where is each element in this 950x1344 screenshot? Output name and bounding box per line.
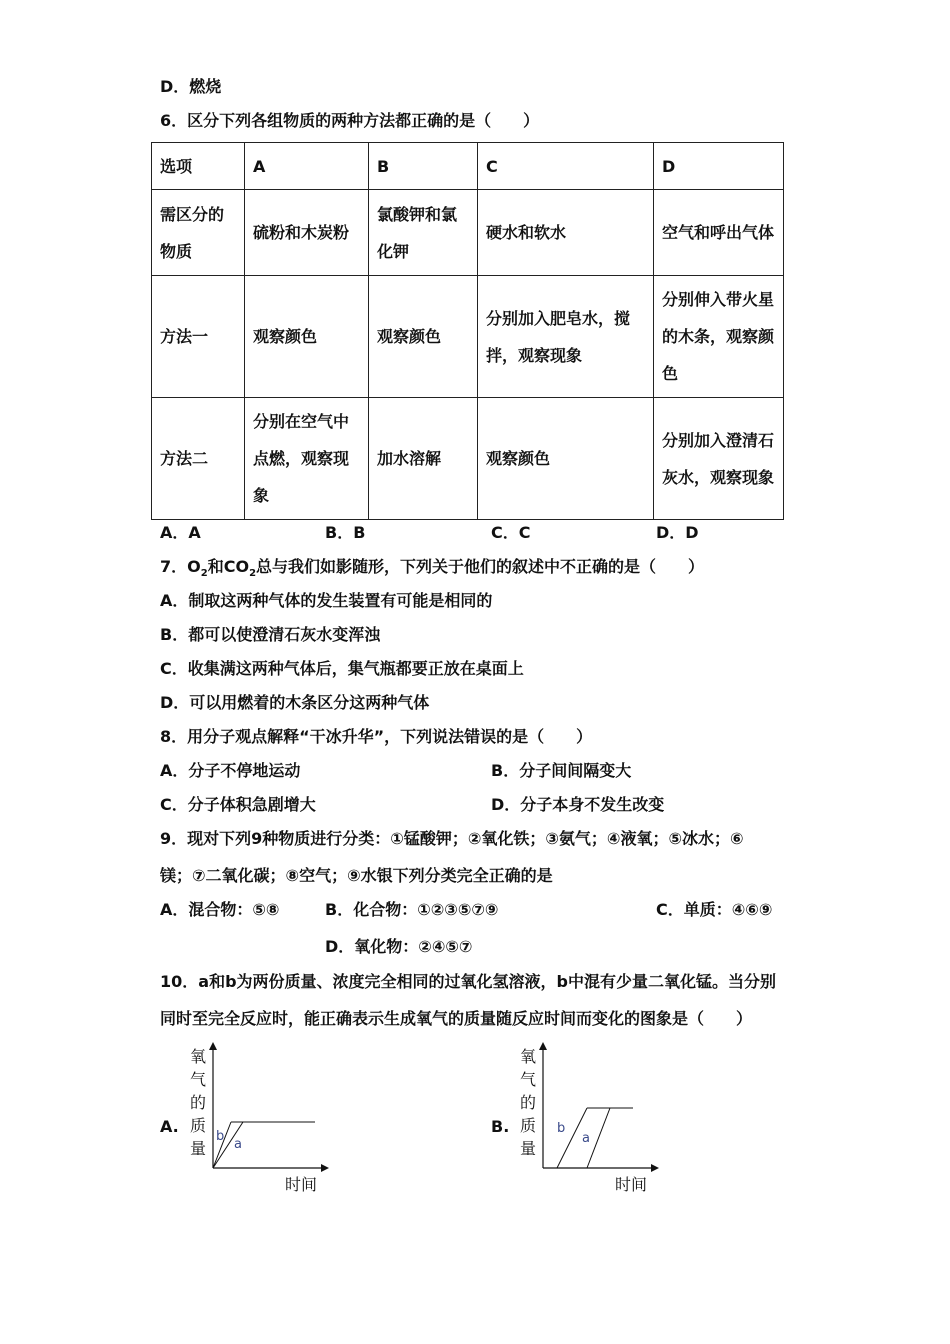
y-axis-arrow — [209, 1042, 217, 1050]
label-a: a — [582, 1131, 590, 1146]
q10-stem-line1: 10．a和b为两份质量、浓度完全相同的过氧化氢溶液，b中混有少量二氧化锰。当分别 — [160, 972, 776, 991]
table-cell: 方法一 — [152, 276, 245, 398]
q7-stem-part: 7．O — [160, 557, 201, 576]
table-cell: 分别加入澄清石灰水，观察现象 — [654, 398, 784, 520]
table-cell: 需区分的物质 — [152, 190, 245, 276]
table-cell: 硫粉和木炭粉 — [245, 190, 369, 276]
x-axis-arrow — [651, 1164, 659, 1172]
q8-option-a: A．分子不停地运动 — [160, 761, 301, 780]
table-cell: 氯酸钾和氯化钾 — [369, 190, 478, 276]
table-row — [152, 398, 784, 520]
q10-option-b-label: B. — [491, 1117, 510, 1136]
x-axis-label: 时间 — [285, 1175, 318, 1194]
y-axis-label-char: 氧 — [520, 1047, 537, 1066]
y-axis-arrow — [539, 1042, 547, 1050]
q7-stem — [160, 557, 705, 580]
q6-option-d: D．D — [656, 523, 699, 542]
table-cell: 分别加入肥皂水，搅拌，观察现象 — [478, 276, 654, 398]
table-cell: 分别伸入带火星的木条，观察颜色 — [654, 276, 784, 398]
table-header-cell: B — [369, 143, 478, 190]
y-axis-label-char: 氧 — [190, 1047, 207, 1066]
y-axis-label-char: 气 — [190, 1070, 207, 1089]
y-axis-label-char: 的 — [190, 1093, 207, 1112]
table-header-cell: A — [245, 143, 369, 190]
q8-option-c: C．分子体积急剧增大 — [160, 795, 316, 814]
x-axis-label: 时间 — [615, 1175, 648, 1194]
q6-option-a: A．A — [160, 523, 201, 542]
table-cell: 空气和呼出气体 — [654, 190, 784, 276]
q8-stem: 8．用分子观点解释“干冰升华”，下列说法错误的是（ ） — [160, 727, 593, 746]
q10-graph-a — [185, 1040, 335, 1200]
y-axis-label-char: 气 — [520, 1070, 537, 1089]
q7-option-b: B．都可以使澄清石灰水变浑浊 — [160, 625, 381, 644]
table-header-cell: D — [654, 143, 784, 190]
q9-option-a: A．混合物：⑤⑧ — [160, 900, 280, 919]
label-b: b — [216, 1129, 225, 1144]
table-row — [152, 143, 784, 190]
q6-stem: 6．区分下列各组物质的两种方法都正确的是（ ） — [160, 111, 540, 130]
subscript: 2 — [249, 568, 257, 580]
label-a: a — [234, 1137, 242, 1152]
q8-option-d: D．分子本身不发生改变 — [491, 795, 665, 814]
q7-option-c: C．收集满这两种气体后，集气瓶都要正放在桌面上 — [160, 659, 524, 678]
q6-option-c: C．C — [491, 523, 531, 542]
x-axis-arrow — [321, 1164, 329, 1172]
q7-option-d: D．可以用燃着的木条区分这两种气体 — [160, 693, 430, 712]
q10-graph-b — [515, 1040, 665, 1200]
q9-option-b: B．化合物：①②③⑤⑦⑨ — [325, 900, 499, 919]
table-header-cell: 选项 — [152, 143, 245, 190]
q7-stem-part: 总与我们如影随形，下列关于他们的叙述中不正确的是（ ） — [256, 557, 705, 576]
q7-stem-part: 和CO — [207, 557, 250, 576]
q9-option-d: D．氧化物：②④⑤⑦ — [325, 937, 473, 956]
q10-stem-line2: 同时至完全反应时，能正确表示生成氧气的质量随反应时间而变化的图象是（ ） — [160, 1009, 753, 1028]
subscript: 2 — [200, 568, 208, 580]
q5-option-d: D．燃烧 — [160, 77, 222, 96]
table-cell: 方法二 — [152, 398, 245, 520]
table-row — [152, 276, 784, 398]
q9-option-c: C．单质：④⑥⑨ — [656, 900, 773, 919]
q8-option-b: B．分子间间隔变大 — [491, 761, 632, 780]
y-axis-label-char: 的 — [520, 1093, 537, 1112]
table-row — [152, 190, 784, 276]
line-a-rise — [587, 1108, 610, 1168]
q6-option-b: B．B — [325, 523, 366, 542]
q7-option-a: A．制取这两种气体的发生装置有可能是相同的 — [160, 591, 493, 610]
y-axis-label-char: 质 — [190, 1116, 207, 1135]
label-b: b — [557, 1121, 566, 1136]
table-cell: 观察颜色 — [478, 398, 654, 520]
y-axis-label-char: 量 — [190, 1139, 207, 1158]
q9-stem-line2: 镁；⑦二氧化碳；⑧空气；⑨水银下列分类完全正确的是 — [160, 866, 553, 885]
table-header-cell: C — [478, 143, 654, 190]
q10-option-a-label: A. — [160, 1117, 179, 1136]
q6-table — [151, 142, 784, 520]
y-axis-label-char: 量 — [520, 1139, 537, 1158]
table-cell: 硬水和软水 — [478, 190, 654, 276]
q9-stem-line1: 9．现对下列9种物质进行分类：①锰酸钾；②氧化铁；③氨气；④液氧；⑤冰水；⑥ — [160, 829, 744, 848]
table-cell: 观察颜色 — [245, 276, 369, 398]
y-axis-label-char: 质 — [520, 1116, 537, 1135]
table-cell: 分别在空气中点燃，观察现象 — [245, 398, 369, 520]
table-cell: 加水溶解 — [369, 398, 478, 520]
table-cell: 观察颜色 — [369, 276, 478, 398]
